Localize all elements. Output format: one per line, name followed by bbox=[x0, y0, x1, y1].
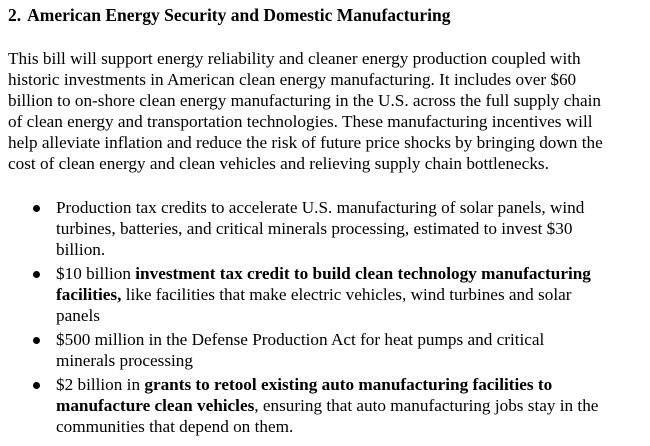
intro-line: This bill will support energy reliability and cleaner energy production coupled with bbox=[8, 49, 581, 68]
bullet-text: $2 billion in bbox=[56, 375, 145, 394]
bullet-line: minerals processing bbox=[56, 351, 193, 370]
bullet-line bbox=[56, 395, 650, 416]
bullet-line bbox=[56, 374, 650, 395]
bullet-line: $500 million in the Defense Production Act for heat pumps and critical bbox=[56, 330, 545, 349]
intro-line: historic investments in American clean energy manufacturing. It includes over $60 bbox=[8, 70, 577, 89]
bullet-line bbox=[56, 284, 650, 305]
bullet-dot-icon bbox=[33, 205, 40, 212]
section-title: American Energy Security and Domestic Manufacturing bbox=[27, 5, 451, 25]
bullet-dot-icon bbox=[33, 382, 40, 389]
bullet-bold-text: manufacture clean vehicles bbox=[56, 396, 255, 415]
bullet-item-retool-grants bbox=[0, 374, 650, 437]
intro-line: cost of clean energy and clean vehicles and relieving supply chain bottlenecks. bbox=[8, 154, 549, 173]
bullet-bold-text: investment tax credit to build clean technology manufacturing bbox=[135, 264, 591, 283]
bullet-text: , ensuring that auto manufacturing jobs stay in the bbox=[254, 396, 599, 415]
intro-line: billion to on-shore clean energy manufacturing in the U.S. across the full supply chain bbox=[8, 91, 601, 110]
bullet-line: communities that depend on them. bbox=[56, 417, 294, 436]
bullet-dot-icon bbox=[33, 337, 40, 344]
bullet-item-production-tax-credits bbox=[0, 197, 650, 260]
section-heading bbox=[8, 4, 450, 26]
bullet-item-defense-production-act bbox=[0, 329, 650, 371]
section-number: 2. bbox=[8, 5, 22, 25]
intro-line: of clean energy and transportation technologies. These manufacturing incentives will bbox=[8, 112, 593, 131]
bullet-line: turbines, batteries, and critical minerals processing, estimated to invest $30 bbox=[56, 219, 573, 238]
bullet-list bbox=[0, 197, 650, 440]
bullet-bold-text: facilities, bbox=[56, 285, 122, 304]
bullet-text: $10 billion bbox=[56, 264, 136, 283]
intro-paragraph bbox=[8, 48, 644, 174]
bullet-line: billion. bbox=[56, 240, 106, 259]
bullet-line: Production tax credits to accelerate U.S. manufacturing of solar panels, wind bbox=[56, 198, 585, 217]
bullet-line bbox=[56, 263, 650, 284]
intro-line: help alleviate inflation and reduce the risk of future price shocks by bringing down the bbox=[8, 133, 603, 152]
bullet-dot-icon bbox=[33, 271, 40, 278]
bullet-line: panels bbox=[56, 306, 100, 325]
bullet-item-investment-tax-credit bbox=[0, 263, 650, 326]
bullet-text: like facilities that make electric vehicles, wind turbines and solar bbox=[121, 285, 572, 304]
bullet-bold-text: grants to retool existing auto manufacturing facilities to bbox=[144, 375, 553, 394]
